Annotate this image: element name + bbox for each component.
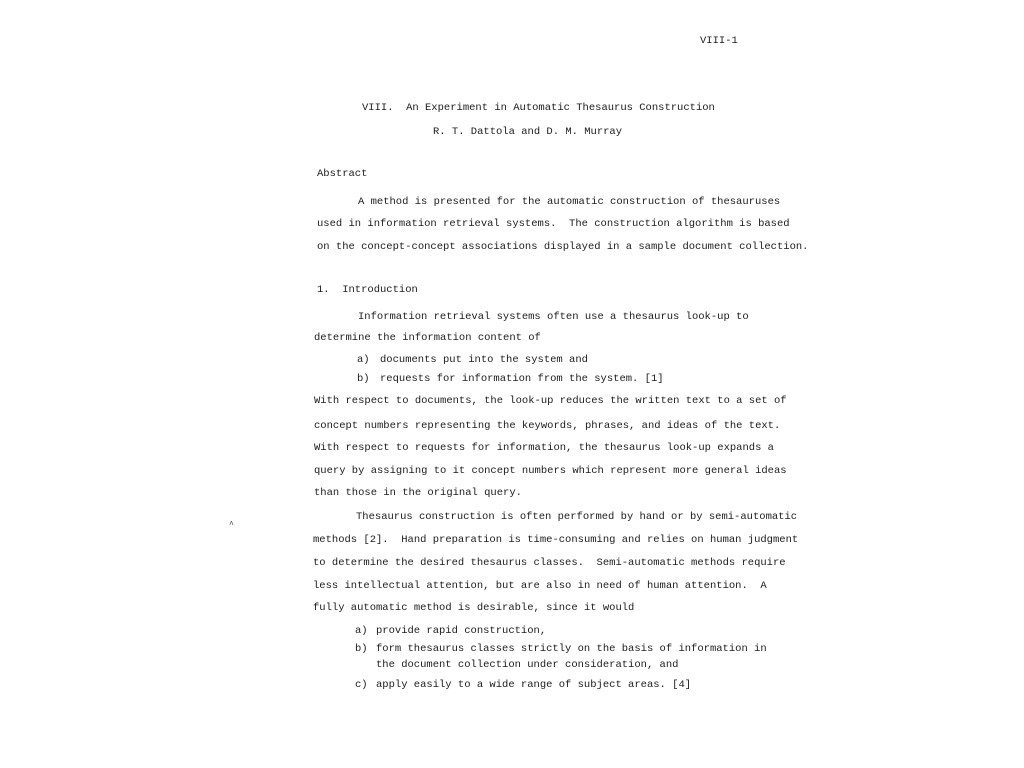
- paragraph-line: Thesaurus construction is often performed by hand or by semi-automatic: [356, 511, 798, 523]
- list-label: b): [357, 373, 370, 385]
- abstract-line: on the concept-concept associations displayed in a sample document collection.: [317, 241, 809, 253]
- list-item: apply easily to a wide range of subject areas. [4]: [376, 679, 692, 691]
- paragraph-line: With respect to documents, the look-up reduces the written text to a set of: [314, 395, 787, 407]
- list-label: b): [355, 643, 368, 655]
- paragraph-line: than those in the original query.: [314, 487, 522, 499]
- abstract-line: A method is presented for the automatic construction of thesauruses: [358, 196, 781, 208]
- paragraph-line: methods [2]. Hand preparation is time-consuming and relies on human judgment: [313, 534, 799, 546]
- paragraph-line: Information retrieval systems often use a thesaurus look-up to: [358, 311, 749, 323]
- list-label: c): [355, 679, 368, 691]
- list-item: documents put into the system and: [380, 354, 588, 366]
- section-heading: 1. Introduction: [317, 284, 418, 296]
- list-item: form thesaurus classes strictly on the basis of information in: [376, 643, 767, 655]
- page-number: VIII-1: [700, 35, 738, 47]
- paragraph-line: fully automatic method is desirable, since it would: [313, 602, 635, 614]
- paragraph-line: concept numbers representing the keywords, phrases, and ideas of the text.: [314, 420, 781, 432]
- list-item-continuation: the document collection under consideration, and: [376, 659, 679, 671]
- paragraph-line: to determine the desired thesaurus classes. Semi-automatic methods require: [313, 557, 786, 569]
- list-label: a): [357, 354, 370, 366]
- abstract-heading: Abstract: [317, 168, 368, 180]
- list-label: a): [355, 625, 368, 637]
- margin-speck: ˄: [229, 520, 234, 529]
- document-title: VIII. An Experiment in Automatic Thesaurus Construction: [362, 102, 715, 114]
- paragraph-line: less intellectual attention, but are also in need of human attention. A: [313, 580, 767, 592]
- abstract-line: used in information retrieval systems. The construction algorithm is based: [317, 218, 790, 230]
- list-item: provide rapid construction,: [376, 625, 547, 637]
- paragraph-line: query by assigning to it concept numbers which represent more general ideas: [314, 465, 787, 477]
- list-item: requests for information from the system. [1]: [380, 373, 664, 385]
- authors: R. T. Dattola and D. M. Murray: [433, 126, 623, 138]
- paragraph-line: determine the information content of: [314, 332, 541, 344]
- paragraph-line: With respect to requests for information, the thesaurus look-up expands a: [314, 442, 774, 454]
